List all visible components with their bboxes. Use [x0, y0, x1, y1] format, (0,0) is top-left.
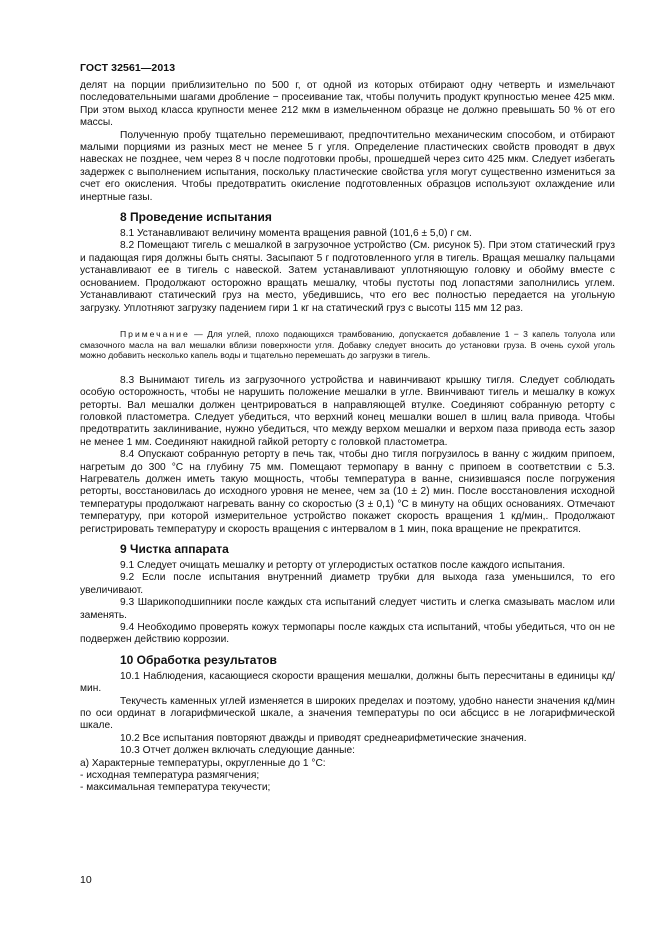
intro-paragraph-2: Полученную пробу тщательно перемешивают, предпочтительно механическим способом, и отбирают малыми порциями из разных мест не менее 5 г угля. Определение пластических свойств проводят в двух навесках не позднее, чем через 8 ч после подготовки пробы, прошедшей через сито 425 мкм. Следует избегать задержек с выполнением испытания, поскольку пластические свойства угля могут существенно измениться за счет его окисления. Чтобы предотвратить окисление подготовленных образцов используют охлаждение или инертные газы.	[80, 129, 615, 203]
list-item-a: а) Характерные температуры, округленные до 1 °С:	[80, 757, 326, 769]
clause-9-4: 9.4 Необходимо проверять кожух термопары после каждых ста испытаний, чтобы убедиться, что он не подвержен действию коррозии.	[80, 622, 615, 646]
clause-9-1: 9.1 Следует очищать мешалку и реторту от углеродистых остатков после каждого испытания.	[120, 559, 566, 571]
clause-8-3: 8.3 Вынимают тигель из загрузочного устройства и навинчивают крышку тигля. Следует соблюдать особую осторожность, чтобы не нарушить положение мешалки в угле. Ввинчивают тигель и мешалку в кожух реторты. Вал мешалки должен центрироваться в направляющей втулке. Соединяют собранную реторту с головкой пластометра. Следует убедиться, что верхний конец мешалки вошел в шлиц вала привода. Чтобы предотвратить заклинивание, нужно убедиться, что между верхом мешалки и верхом паза привода есть зазор не менее 1 мм. Соединяют накидной гайкой реторту с головкой пластометра.	[80, 374, 615, 448]
clause-10-3: 10.3 Отчет должен включать следующие данные:	[120, 745, 355, 757]
clause-9-3: 9.3 Шарикоподшипники после каждых ста испытаний следует чистить и слегка смазывать маслом или заменять.	[80, 597, 615, 621]
intro-paragraph-1: делят на порции приблизительно по 500 г, от одной из которых отбирают одну четверть и измельчают последовательными шагами дробление − просеивание так, чтобы получить продукт крупностью менее 425 мкм. При этом выход класса крупности менее 212 мкм в измельченном образце не должно превышать 50 % от его массы.	[80, 80, 615, 129]
section-10-heading: 10 Обработка результатов	[120, 652, 277, 667]
note-label: Примечание	[120, 328, 190, 339]
clause-8-2: 8.2 Помещают тигель с мешалкой в загрузочное устройство (См. рисунок 5). При этом статический груз и падающая гиря должны быть сняты. Засыпают 5 г подготовленного угля в тигель. Вращая мешалку пальцами устанавливают ее в тигель с навеской. Затем устанавливают уплотняющую головку и обойму вместе с основанием. Продолжают осторожно вращать мешалку, чтобы пустоты под лопастями заполнились углем. Устанавливают статический груз на место, убедившись, что его вес полностью передается на угольную загрузку. Уплотняют загрузку падением гири 1 кг на статический груз с высоты 115 мм 12 раз.	[80, 240, 615, 314]
clause-8-1: 8.1 Устанавливают величину момента вращения равной (101,6 ± 5,0) г см.	[120, 228, 472, 240]
clause-9-2: 9.2 Если после испытания внутренний диаметр трубки для выхода газа уменьшился, то его увеличивают.	[80, 572, 615, 596]
list-item: - максимальная температура текучести;	[80, 782, 271, 794]
clause-10-1-continued: Текучесть каменных углей изменяется в широких пределах и поэтому, удобно нанести значения кд/мин по оси ординат в логарифмической шкале, а значения температуры по оси абсцисс в не логарифмической шкале.	[80, 695, 615, 732]
page-number: 10	[80, 874, 92, 886]
standard-header: ГОСТ 32561—2013	[80, 62, 176, 74]
clause-8-4: 8.4 Опускают собранную реторту в печь так, чтобы дно тигля погрузилось в ванну с жидким припоем, нагретым до 300 °С на глубину 75 мм. Помещают термопару в ванну с припоем в соответствии с 5.3. Нагреватель должен иметь такую мощность, чтобы температура в ванне, снизившаяся после погружения реторты, восстановилась до исходного уровня не менее, чем за (10 ± 2) мин. После восстановления исходной температуры продолжают нагревать ванну со скоростью (3 ± 0,1) °С в минуту на общих основаниях. Отмечают температуру, при которой измерительное устройство покажет скорость вращения 1 кд/мин,. Продолжают регистрировать температуру и скорость вращения с интервалом в 1 мин, пока вращение не прекратится.	[80, 449, 615, 535]
clause-10-1: 10.1 Наблюдения, касающиеся скорости вращения мешалки, должны быть пересчитаны в единицы кд/мин.	[80, 670, 615, 695]
note-text: — Для углей, плохо подающихся трамбованию, допускается добавление 1 − 3 капель толуола или смазочного масла на вал мешалки вблизи поверхности угля. Добавку следует вносить до установки груза. В очень сухой уголь можно добавить несколько капель воды и тщательно перемешать до загрузки в тигель.	[80, 328, 615, 361]
page-content	[80, 80, 615, 795]
section-9-heading: 9 Чистка аппарата	[120, 541, 229, 556]
section-8-heading: 8 Проведение испытания	[120, 210, 272, 225]
list-item: - исходная температура размягчения;	[80, 770, 260, 782]
note-paragraph	[80, 329, 615, 361]
clause-10-2: 10.2 Все испытания повторяют дважды и приводят среднеарифметические значения.	[120, 732, 527, 744]
